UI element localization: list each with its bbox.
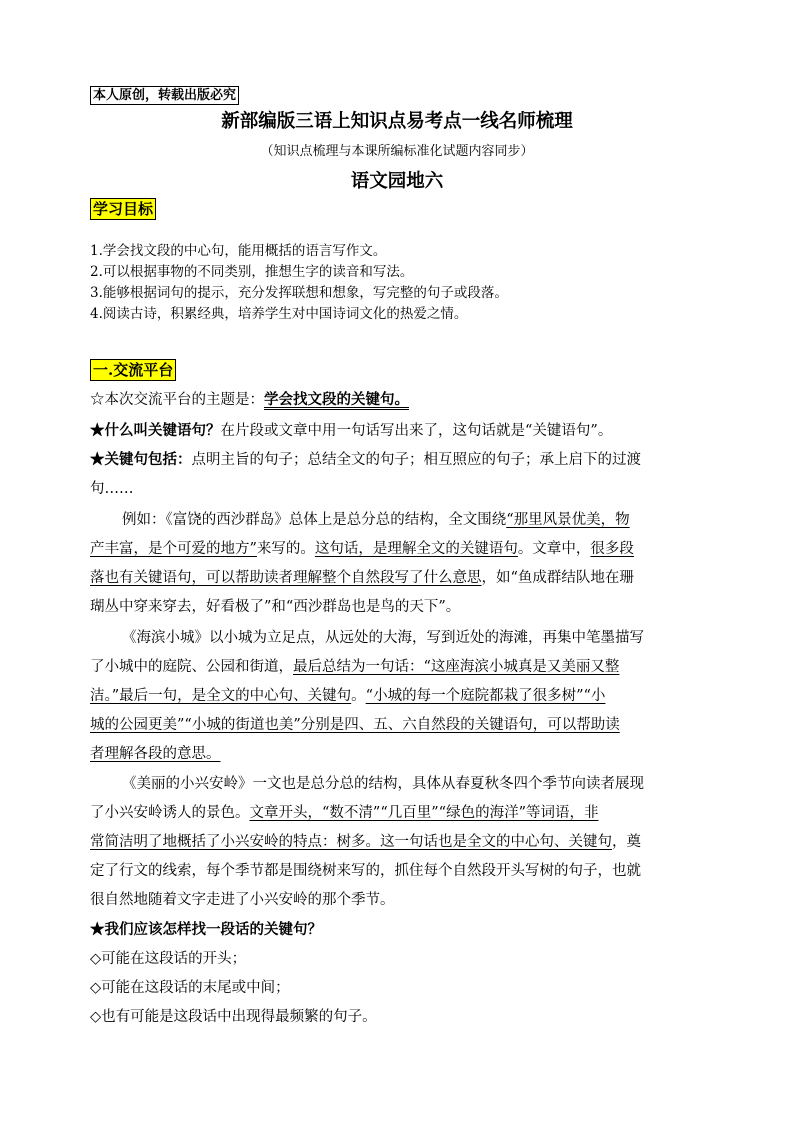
key-sentence-types-line-1 (90, 446, 641, 474)
theme-line (90, 386, 409, 414)
paragraph-3-line-5: 很自然地随着文字走进了小兴安岭的那个季节。 (90, 892, 395, 908)
section-label-exchange-platform: 一.交流平台 (90, 359, 176, 381)
tip-item-1: ◇可能在这段话的开头； (90, 951, 247, 967)
goals-label: 学习目标 (90, 198, 156, 220)
goal-item-1: 1.学会找文段的中心句，能用概括的语言写作文。 (90, 243, 387, 259)
paragraph-3-line-2: 了小兴安岭诱人的景色。文章开头，“数不清”“几百里”“绿色的海洋”等词语，非 (90, 805, 599, 821)
paragraph-1-line-1: 例如：《富饶的西沙群岛》总体上是总分总的结构，全文围绕“那里风景优美，物 (122, 512, 630, 528)
tip-item-2: ◇可能在这段话的末尾或中间； (90, 980, 290, 996)
paragraph-3-line-1: 《美丽的小兴安岭》一文也是总分总的结构，具体从春夏秋冬四个季节向读者展现 (122, 776, 644, 792)
key-sentence-types-line-2: 句…… (90, 481, 134, 497)
question-key-sentence-answer: 在片段或文章中用一句话写出来了，这句话就是“关键语句”。 (220, 423, 613, 439)
lesson-title: 语文园地六 (350, 171, 444, 192)
paragraph-1-line-3: 落也有关键语句，可以帮助读者理解整个自然段写了什么意思，如“鱼成群结队地在珊 (90, 570, 634, 586)
goal-item-2: 2.可以根据事物的不同类别，推想生字的读音和写法。 (90, 264, 414, 280)
question-key-sentence-label: ★什么叫关键语句？ (90, 422, 221, 439)
document-subtitle: （知识点梳理与本课所编标准化试题内容同步） (260, 144, 534, 159)
tip-item-3: ◇也有可能是这段话中出现得最频繁的句子。 (90, 1009, 377, 1025)
theme-prefix: ☆本次交流平台的主题是： (90, 392, 264, 408)
goal-item-3: 3.能够根据词句的提示，充分发挥联想和想象，写完整的句子或段落。 (90, 285, 508, 301)
copyright-note: 本人原创，转载出版必究 (90, 86, 239, 105)
question-how-to-find: ★我们应该怎样找一段话的关键句？ (90, 921, 322, 938)
question-key-sentence (90, 417, 612, 445)
paragraph-2-line-4: 城的公园更美”“小城的街道也美”分别是四、五、六自然段的关键语句，可以帮助读 (90, 717, 620, 733)
key-sentence-types-text: 点明主旨的句子；总结全文的句子；相互照应的句子；承上启下的过渡 (191, 452, 641, 468)
key-sentence-types-label: ★关键句包括： (90, 451, 192, 468)
paragraph-3-line-3: 常简洁明了地概括了小兴安岭的特点：树多。这一句话也是全文的中心句、关键句，奠 (90, 834, 641, 850)
document-title: 新部编版三语上知识点易考点一线名师梳理 (221, 111, 573, 132)
paragraph-2-line-1: 《海滨小城》以小城为立足点，从远处的大海，写到近处的海滩，再集中笔墨描写 (122, 630, 644, 646)
paragraph-3-line-4: 定了行文的线索，每个季节都是围绕树来写的，抓住每个自然段开头写树的句子，也就 (90, 863, 641, 879)
paragraph-1-line-2: 产丰富，是个可爱的地方”来写的。这句话，是理解全文的关键语句。文章中，很多段 (90, 541, 634, 557)
theme-text: 学会找文段的关键句。 (264, 391, 409, 408)
paragraph-1-line-4: 瑚丛中穿来穿去，好看极了”和“西沙群岛也是鸟的天下”。 (90, 599, 461, 615)
paragraph-2-line-2: 了小城中的庭院、公园和街道，最后总结为一句话：“这座海滨小城真是又美丽又整 (90, 659, 620, 675)
paragraph-2-line-5: 者理解各段的意思。 (90, 746, 221, 762)
goal-item-4: 4.阅读古诗，积累经典，培养学生对中国诗词文化的热爱之情。 (90, 306, 468, 322)
paragraph-2-line-3: 洁。”最后一句，是全文的中心句、关键句。“小城的每一个庭院都栽了很多树”“小 (90, 688, 606, 704)
